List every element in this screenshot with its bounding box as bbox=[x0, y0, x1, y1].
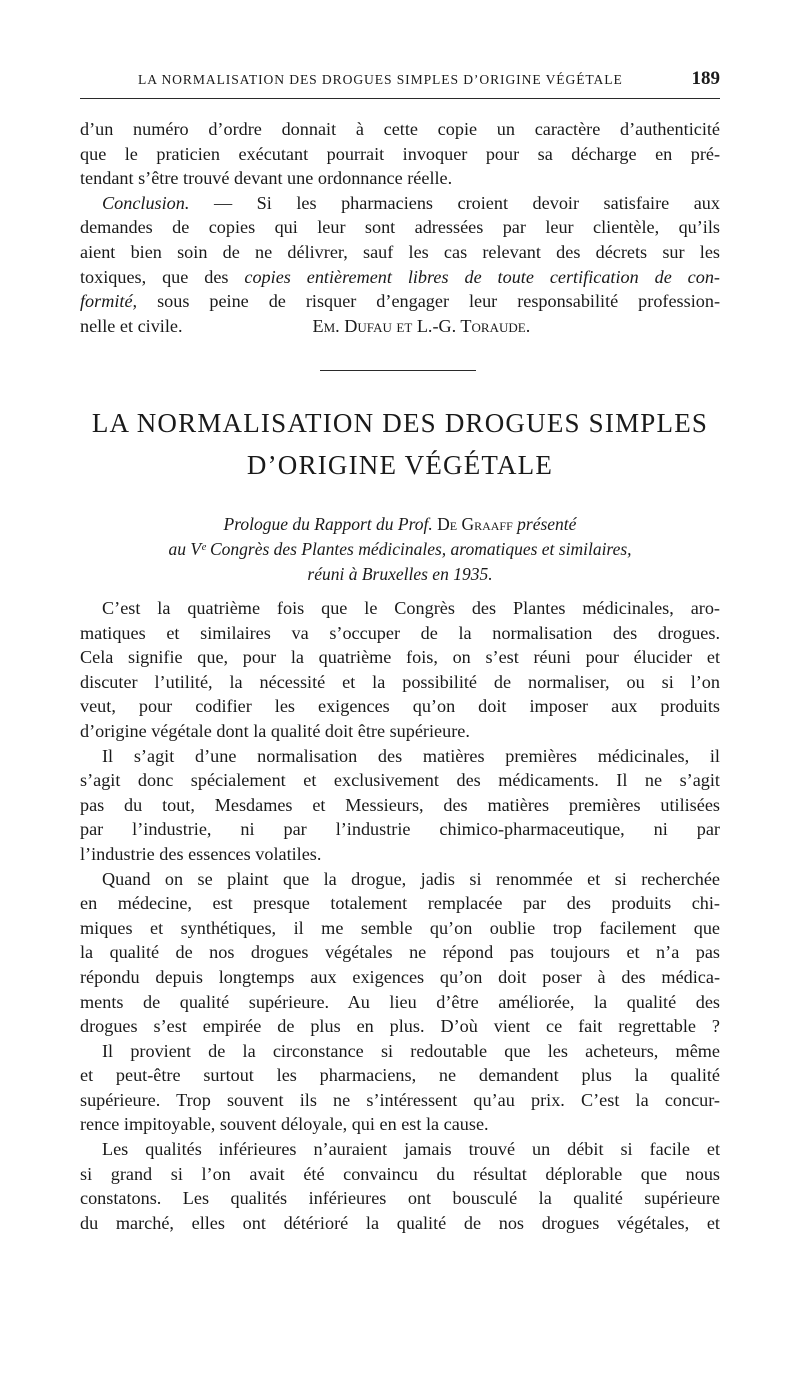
page-number: 189 bbox=[691, 68, 720, 89]
article-title bbox=[80, 402, 720, 486]
body-text bbox=[80, 596, 720, 1235]
prologue-line: réuni à Bruxelles en 1935. bbox=[307, 564, 493, 584]
paragraph bbox=[80, 744, 720, 867]
text-line: Cela signifie que, pour la quatrième fois, on s’est réuni pour élucider et bbox=[80, 647, 720, 668]
text-line: aient bien soin de ne délivrer, sauf les cas relevant des décrets sur les bbox=[80, 241, 720, 262]
text-line bbox=[80, 314, 720, 339]
running-title: LA NORMALISATION DES DROGUES SIMPLES D’ORIGINE VÉGÉTALE bbox=[138, 72, 623, 87]
article-title-line: LA NORMALISATION DES DROGUES SIMPLES bbox=[91, 408, 709, 438]
prologue-line: au Vᵉ Congrès des Plantes médicinales, aromatiques et similaires, bbox=[168, 539, 632, 559]
paragraph bbox=[80, 596, 720, 744]
text-line: s’agit donc spécialement et exclusivement des médicaments. Il ne s’agit bbox=[80, 770, 720, 791]
prologue-text: présenté bbox=[517, 514, 577, 534]
text-line: Il s’agit d’une normalisation des matières premières médicinales, il bbox=[102, 745, 720, 766]
text-line: l’industrie des essences volatiles. bbox=[80, 843, 322, 864]
text-line: ments de qualité supérieure. Au lieu d’être améliorée, la qualité des bbox=[80, 991, 720, 1012]
emphasis-text: copies entièrement libres de toute certification de con- bbox=[244, 266, 720, 287]
text-line: du marché, elles ont détérioré la qualité de nos drogues végétales, et bbox=[80, 1212, 720, 1233]
article-title-line: D’ORIGINE VÉGÉTALE bbox=[246, 450, 554, 480]
text-line: si grand si l’on avait été convaincu du résultat déplorable que nous bbox=[80, 1163, 720, 1184]
running-header bbox=[80, 68, 720, 94]
section-divider bbox=[320, 370, 476, 371]
text-line: supérieure. Trop souvent ils ne s’intéressent qu’au prix. C’est la concur- bbox=[80, 1089, 720, 1110]
text-segment: sous peine de risquer d’engager leur responsabilité profession- bbox=[157, 291, 720, 312]
paragraph bbox=[80, 1039, 720, 1137]
conclusion-label: Conclusion. bbox=[102, 192, 190, 213]
text-line: d’origine végétale dont la qualité doit être supérieure. bbox=[80, 720, 470, 741]
paragraph bbox=[80, 1137, 720, 1235]
header-rule bbox=[80, 98, 720, 99]
author-name: De Graaff bbox=[437, 514, 513, 534]
text-line: en médecine, est presque totalement remplacée par des produits chi- bbox=[80, 893, 720, 914]
paragraph bbox=[80, 867, 720, 1039]
text-line: matiques et similaires va s’occuper de la normalisation des drogues. bbox=[80, 622, 720, 643]
prologue bbox=[80, 512, 720, 587]
text-line bbox=[80, 289, 720, 314]
text-line: Il provient de la circonstance si redoutable que les acheteurs, même bbox=[102, 1040, 720, 1061]
text-line: Quand on se plaint que la drogue, jadis si renommée et si recherchée bbox=[102, 868, 720, 889]
prologue-line bbox=[80, 512, 720, 537]
text-line: discuter l’utilité, la nécessité et la possibilité de normaliser, ou si l’on bbox=[80, 671, 720, 692]
text-line: C’est la quatrième fois que le Congrès des Plantes médicinales, aro- bbox=[102, 598, 720, 618]
text-line: Les qualités inférieures n’auraient jamais trouvé un débit si facile et bbox=[102, 1139, 720, 1160]
text-line: répondu depuis longtemps aux exigences qu’on doit poser à des médica- bbox=[80, 966, 720, 987]
text-line: et peut-être surtout les pharmaciens, ne demandent plus la qualité bbox=[80, 1065, 720, 1086]
conclusion-text: — Si les pharmaciens croient devoir satisfaire aux bbox=[213, 192, 720, 213]
text-line: tendant s’être trouvé devant une ordonnance réelle. bbox=[80, 168, 453, 189]
text-line bbox=[80, 265, 720, 290]
conclusion-line bbox=[80, 191, 720, 216]
text-line: demandes de copies qui leur sont adressées par leur clientèle, qu’ils bbox=[80, 217, 720, 238]
text-line: drogues s’est empirée de plus en plus. D’où vient ce fait regrettable ? bbox=[80, 1016, 720, 1037]
prologue-text: Prologue du Rapport du Prof. bbox=[223, 514, 433, 534]
text-line: la qualité de nos drogues végétales ne répond pas toujours et n’a pas bbox=[80, 942, 720, 963]
text-line: veut, pour codifier les exigences qu’on doit imposer aux produits bbox=[80, 696, 720, 717]
text-segment: toxiques, que des bbox=[80, 266, 229, 287]
text-line: que le praticien exécutant pourrait invoquer pour sa décharge en pré- bbox=[80, 143, 720, 164]
text-line: rence impitoyable, souvent déloyale, qui en est la cause. bbox=[80, 1114, 489, 1135]
text-line: constatons. Les qualités inférieures ont bousculé la qualité supérieure bbox=[80, 1188, 720, 1209]
signature: Em. Dufau et L.-G. Toraude. bbox=[312, 315, 531, 336]
previous-article-text bbox=[80, 117, 720, 338]
emphasis-text: formité, bbox=[80, 291, 138, 312]
text-line: miques et synthétiques, il me semble qu’on oublie trop facilement que bbox=[80, 917, 720, 938]
text-line: pas du tout, Mesdames et Messieurs, des matières premières utilisées bbox=[80, 794, 720, 815]
text-segment: nelle et civile. bbox=[80, 315, 183, 336]
text-line: d’un numéro d’ordre donnait à cette copie un caractère d’authenticité bbox=[80, 119, 720, 139]
text-line: par l’industrie, ni par l’industrie chimico-pharmaceutique, ni par bbox=[80, 819, 720, 840]
